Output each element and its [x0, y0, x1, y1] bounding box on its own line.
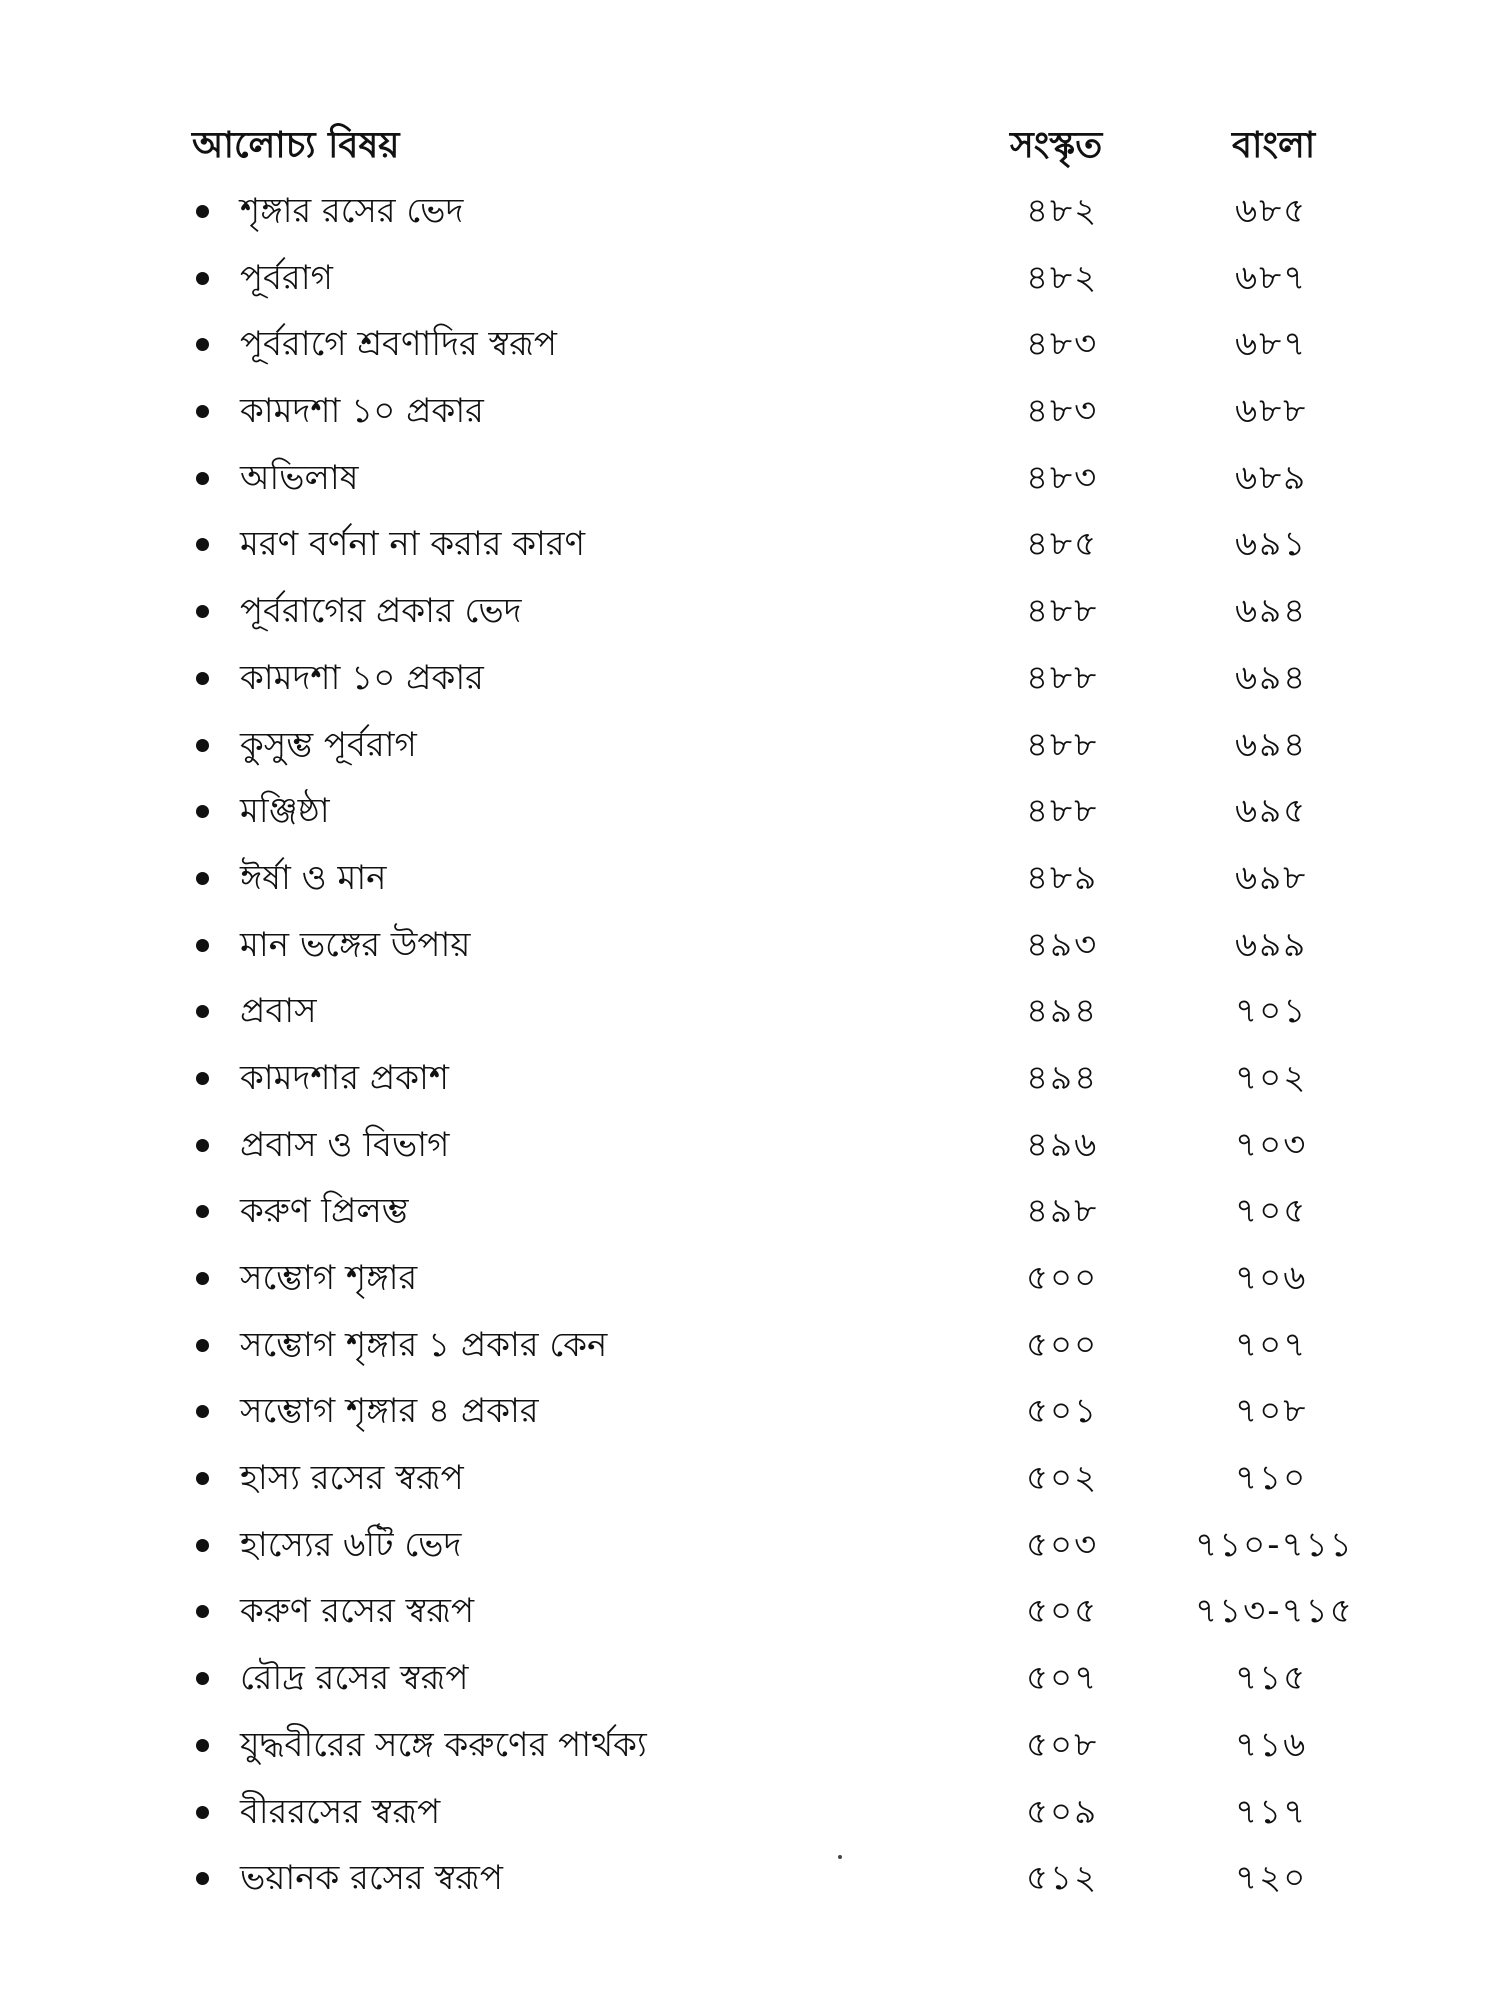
sanskrit-page: ৪৮৮ [1026, 724, 1099, 765]
topic-text: সম্ভোগ শৃঙ্গার ১ প্রকার কেন [240, 1324, 608, 1365]
bullet-icon [196, 605, 209, 618]
list-item [0, 1245, 1500, 1312]
bullet-icon [196, 739, 209, 752]
bullet-icon [196, 672, 209, 685]
list-item [0, 311, 1500, 378]
topic-text: কুসুম্ভ পূর্বরাগ [240, 724, 417, 765]
bangla-page: ৬৯৪ [1235, 724, 1308, 765]
bangla-page: ৬৮৭ [1235, 257, 1308, 298]
bangla-page: ৭২০ [1235, 1858, 1308, 1899]
header-sanskrit: সংস্কৃত [1010, 125, 1103, 166]
bullet-icon [196, 1539, 209, 1552]
bangla-page: ৭১৭ [1235, 1791, 1308, 1832]
bangla-page: ৭০৮ [1235, 1391, 1308, 1432]
topic-text: কামদশা ১০ প্রকার [240, 391, 484, 432]
bangla-page: ৭১০ [1235, 1458, 1308, 1499]
bullet-icon [196, 338, 209, 351]
topic-text: প্রবাস [240, 991, 317, 1032]
list-item [0, 1779, 1500, 1846]
bullet-icon [196, 1005, 209, 1018]
sanskrit-page: ৪৮৮ [1026, 591, 1099, 632]
list-item [0, 978, 1500, 1045]
list-item [0, 1312, 1500, 1379]
bangla-page: ৭০৭ [1235, 1324, 1308, 1365]
bangla-page: ৭০২ [1235, 1057, 1308, 1098]
bangla-page: ৬৮৮ [1235, 391, 1308, 432]
bangla-page: ৬৯৯ [1235, 924, 1308, 965]
topic-text: করুণ রসের স্বরূপ [240, 1591, 475, 1632]
print-speck [838, 1855, 842, 1859]
bullet-icon [196, 1739, 209, 1752]
header-bangla: বাংলা [1232, 125, 1316, 166]
bullet-icon [196, 405, 209, 418]
bangla-page: ৭০৩ [1235, 1124, 1308, 1165]
bullet-icon [196, 538, 209, 551]
list-item [0, 645, 1500, 712]
bullet-icon [196, 1672, 209, 1685]
topic-text: অভিলাষ [240, 457, 359, 498]
topic-text: শৃঙ্গার রসের ভেদ [240, 191, 464, 231]
list-item [0, 1378, 1500, 1445]
topic-text: ঈর্ষা ও মান [240, 857, 387, 898]
bullet-icon [196, 1205, 209, 1218]
list-item [0, 778, 1500, 845]
bangla-page: ৭১৫ [1235, 1658, 1308, 1699]
topic-text: মরণ বর্ণনা না করার কারণ [240, 524, 586, 565]
sanskrit-page: ৫০০ [1026, 1258, 1099, 1298]
sanskrit-page: ৪৮৮ [1026, 657, 1099, 698]
list-item [0, 1512, 1500, 1579]
list-item [0, 1045, 1500, 1112]
sanskrit-page: ৫০২ [1026, 1458, 1099, 1499]
bullet-icon [196, 1472, 209, 1485]
topic-text: মঞ্জিষ্ঠা [240, 791, 330, 832]
list-item [0, 1645, 1500, 1712]
sanskrit-page: ৫০৩ [1026, 1524, 1099, 1565]
sanskrit-page: ৪৯৪ [1026, 991, 1099, 1032]
bullet-icon [196, 1139, 209, 1152]
bullet-icon [196, 1072, 209, 1085]
list-item [0, 1712, 1500, 1779]
bangla-page: ৭০১ [1235, 991, 1308, 1032]
topic-text: কামদশার প্রকাশ [240, 1057, 450, 1098]
header-topic: আলোচ্য বিষয় [192, 125, 400, 166]
bullet-icon [196, 272, 209, 285]
sanskrit-page: ৪৮২ [1026, 257, 1099, 298]
list-item [0, 178, 1500, 245]
list-item [0, 511, 1500, 578]
bangla-page: ৬৯৪ [1235, 657, 1308, 698]
topic-text: রৌদ্র রসের স্বরূপ [240, 1658, 469, 1699]
sanskrit-page: ৫০১ [1026, 1391, 1099, 1432]
topic-text: হাস্যের ৬টি ভেদ [240, 1524, 462, 1565]
list-item [0, 245, 1500, 312]
bangla-page: ৬৮৫ [1235, 191, 1308, 231]
topic-text: প্রবাস ও বিভাগ [240, 1124, 450, 1165]
sanskrit-page: ৫০৫ [1026, 1591, 1099, 1632]
list-item [0, 712, 1500, 779]
bangla-page: ৬৮৭ [1235, 324, 1308, 365]
bullet-icon [196, 805, 209, 818]
bangla-page: ৭১৬ [1235, 1724, 1308, 1765]
topic-text: সম্ভোগ শৃঙ্গার [240, 1258, 418, 1298]
list-item [0, 1445, 1500, 1512]
list-item [0, 1845, 1500, 1912]
topic-text: পূর্বরাগে শ্রবণাদির স্বরূপ [240, 324, 558, 365]
topic-text: হাস্য রসের স্বরূপ [240, 1458, 464, 1499]
table-header [0, 118, 1500, 170]
bullet-icon [196, 1405, 209, 1418]
bangla-page: ৬৯৫ [1235, 791, 1308, 832]
topic-text: যুদ্ধবীরের সঙ্গে করুণের পার্থক্য [240, 1724, 647, 1765]
bullet-icon [196, 1872, 209, 1885]
sanskrit-page: ৪৮২ [1026, 191, 1099, 231]
sanskrit-page: ৫১২ [1026, 1858, 1099, 1899]
topic-text: পূর্বরাগের প্রকার ভেদ [240, 591, 522, 632]
topic-list [0, 178, 1500, 1912]
bangla-page: ৭১৩-৭১৫ [1195, 1591, 1354, 1632]
bangla-page: ৬৯১ [1235, 524, 1308, 565]
bangla-page: ৭০৬ [1235, 1258, 1308, 1298]
bullet-icon [196, 1272, 209, 1285]
topic-text: বীররসের স্বরূপ [240, 1791, 441, 1832]
bullet-icon [196, 205, 209, 218]
list-item [0, 1112, 1500, 1179]
sanskrit-page: ৪৯৩ [1026, 924, 1099, 965]
sanskrit-page: ৫০৯ [1026, 1791, 1099, 1832]
bullet-icon [196, 1806, 209, 1819]
topic-text: করুণ প্রিলম্ভ [240, 1191, 409, 1232]
list-item [0, 578, 1500, 645]
topic-text: পূর্বরাগ [240, 257, 333, 298]
list-item [0, 1178, 1500, 1245]
list-item [0, 1578, 1500, 1645]
bullet-icon [196, 472, 209, 485]
bullet-icon [196, 939, 209, 952]
sanskrit-page: ৪৮৩ [1026, 324, 1099, 365]
topic-text: কামদশা ১০ প্রকার [240, 657, 484, 698]
topic-text: ভয়ানক রসের স্বরূপ [240, 1858, 503, 1899]
sanskrit-page: ৪৯৪ [1026, 1057, 1099, 1098]
sanskrit-page: ৫০০ [1026, 1324, 1099, 1365]
sanskrit-page: ৫০৭ [1026, 1658, 1099, 1699]
topic-text: সম্ভোগ শৃঙ্গার ৪ প্রকার [240, 1391, 539, 1432]
list-item [0, 445, 1500, 512]
list-item [0, 378, 1500, 445]
topic-text: মান ভঙ্গের উপায় [240, 924, 471, 965]
sanskrit-page: ৫০৮ [1026, 1724, 1099, 1765]
bangla-page: ৬৮৯ [1235, 457, 1308, 498]
sanskrit-page: ৪৮৩ [1026, 391, 1099, 432]
bangla-page: ৭০৫ [1235, 1191, 1308, 1232]
bullet-icon [196, 1339, 209, 1352]
list-item [0, 845, 1500, 912]
sanskrit-page: ৪৯৮ [1026, 1191, 1099, 1232]
bangla-page: ৭১০-৭১১ [1195, 1524, 1354, 1565]
sanskrit-page: ৪৮৩ [1026, 457, 1099, 498]
bullet-icon [196, 872, 209, 885]
bangla-page: ৬৯৪ [1235, 591, 1308, 632]
sanskrit-page: ৪৯৬ [1026, 1124, 1099, 1165]
bangla-page: ৬৯৮ [1235, 857, 1308, 898]
sanskrit-page: ৪৮৯ [1026, 857, 1099, 898]
sanskrit-page: ৪৮৮ [1026, 791, 1099, 832]
sanskrit-page: ৪৮৫ [1026, 524, 1099, 565]
bullet-icon [196, 1605, 209, 1618]
list-item [0, 912, 1500, 979]
